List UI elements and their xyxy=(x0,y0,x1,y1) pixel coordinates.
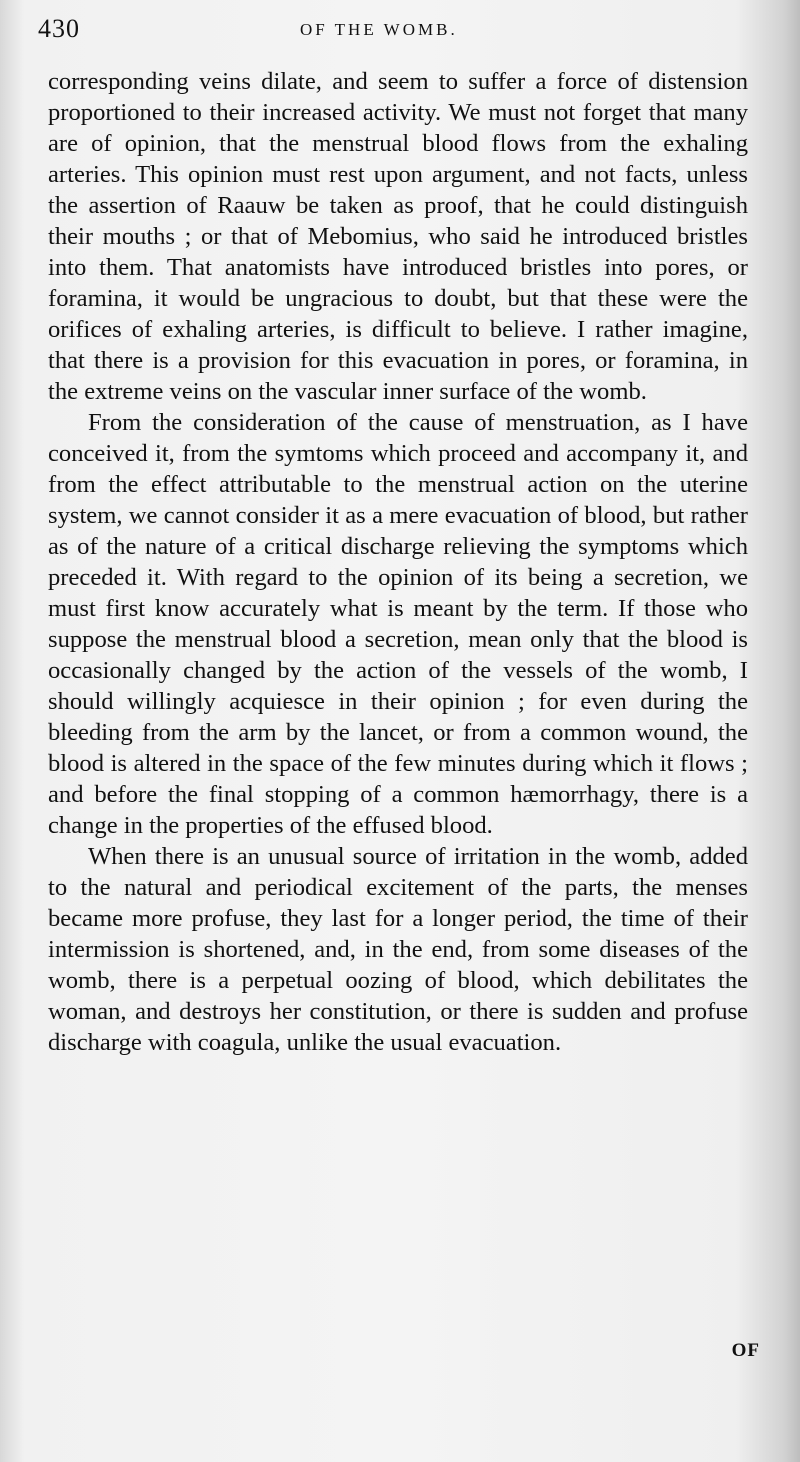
paragraph-2: From the consideration of the cause of menstruation, as I have conceived it, from the symtoms which proceed and accompany it, and from the effect attributable to the menstrual action on the uterine system, we cannot consider it as a mere evacuation of blood, but rather as of the nature of a critical discharge relieving the symptoms which preceded it. With regard to the opinion of its being a secretion, we must first know accurately what is meant by the term. If those who suppose the menstrual blood a secretion, mean only that the blood is occasionally changed by the action of the vessels of the womb, I should willingly acquiesce in their opinion ; for even during the bleeding from the arm by the lancet, or from a common wound, the blood is altered in the space of the few minutes during which it flows ; and before the final stopping of a common hæmorrhagy, there is a change in the properties of the effused blood. xyxy=(48,409,748,839)
catchword: OF xyxy=(731,1340,760,1361)
paragraph-3: When there is an unusual source of irritation in the womb, added to the natural and periodical excitement of the parts, the menses became more profuse, they last for a longer period, the time of their intermission is shortened, and, in the end, from some diseases of the womb, there is a perpetual oozing of blood, which debilitates the woman, and destroys her constitution, or there is sudden and profuse discharge with coagula, unlike the usual evacuation. xyxy=(48,843,748,1056)
running-head-title: OF THE WOMB. xyxy=(300,20,458,39)
paragraph-1: corresponding veins dilate, and seem to suffer a force of distension proportioned to their increased activity. We must not forget that many are of opinion, that the menstrual blood flows from the exhaling arteries. This opinion must rest upon argument, and not facts, unless the assertion of Raauw be taken as proof, that he could distinguish their mouths ; or that of Mebomius, who said he introduced bristles into them. That anatomists have introduced bristles into pores, or foramina, it would be ungracious to doubt, but that these were the orifices of exhaling arteries, is difficult to believe. I rather imagine, that there is a provision for this evacuation in pores, or foramina, in the extreme veins on the vascular inner surface of the womb. xyxy=(48,68,748,405)
running-head xyxy=(38,14,758,48)
page-number: 430 xyxy=(38,14,80,43)
body-text xyxy=(48,66,748,1058)
